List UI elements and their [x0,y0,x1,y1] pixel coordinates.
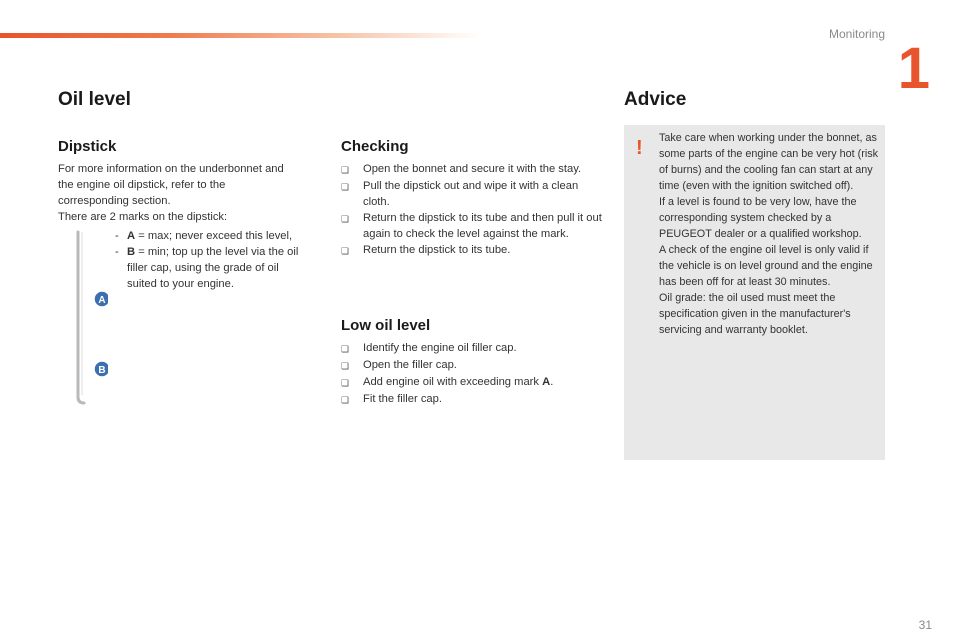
checkbox-icon: ❏ [341,214,350,224]
step-text-wrap [363,374,553,391]
list-item [341,242,603,259]
mark-b-text-wrap [127,244,310,292]
step-text: Add engine oil with exceeding mark [363,376,543,388]
list-item [341,178,603,210]
mark-b-item [115,244,310,292]
mark-a-text: = max; never exceed this level, [135,230,293,242]
mark-a-letter: A [127,230,136,242]
checking-steps [341,161,603,259]
mark-a-item [115,228,310,244]
list-dash: - [115,246,119,258]
chapter-number: 1 [897,36,930,101]
mark-b-letter: B [127,246,136,258]
dipstick-mark-a-badge [94,291,108,307]
list-item [341,391,603,408]
dipstick-intro-text: For more information on the underbonnet and the engine oil dipstick, refer to the corresponding section. [58,163,284,207]
checkbox-icon: ❏ [341,165,350,175]
list-item [341,374,603,391]
list-item [341,340,603,357]
advice-box [624,125,885,460]
list-item [341,357,603,374]
low-oil-heading: Low oil level [341,317,431,334]
page-number: 31 [918,618,932,632]
step-text-end: . [550,376,554,388]
step-text: Fit the filler cap. [363,393,442,405]
header-accent-bar [0,33,480,38]
mark-a-text-wrap [127,228,292,244]
section-label: Monitoring [828,27,885,41]
step-text: Open the bonnet and secure it with the stay. [363,163,582,175]
dipstick-mark-b-badge [94,361,108,377]
step-text: Pull the dipstick out and wipe it with a clean cloth. [363,180,579,208]
dipstick-marks-list [115,228,310,292]
checkbox-icon: ❏ [341,344,350,354]
dipstick-intro [58,161,298,225]
step-text: Open the filler cap. [363,359,457,371]
mark-b-label: B [98,365,106,376]
advice-text: Take care when working under the bonnet, as some parts of the engine can be very hot (risk of burns) and the cooling fan can start at any time (even with the ignition switched off). If a level is found to be very low, have the corresponding system checked by a PEUGEOT dealer or a qualified workshop. A check of the engine oil level is only valid if the vehicle is on level ground and the engine has been off for at least 30 minutes. Oil grade: the oil used must meet the specification given in the manufacturer's servicing and warranty booklet. [659,132,879,336]
checkbox-icon: ❏ [341,361,350,371]
dipstick-illustration [68,227,108,407]
list-item [341,161,603,178]
dipstick-marks-intro: There are 2 marks on the dipstick: [58,211,228,223]
step-text: Return the dipstick to its tube. [363,244,511,256]
checkbox-icon: ❏ [341,395,350,405]
list-item [341,210,603,242]
list-dash: - [115,230,119,242]
low-oil-steps [341,340,603,408]
exclamation-icon: ! [636,137,643,159]
step-mark-letter: A [542,376,551,388]
checkbox-icon: ❏ [341,182,350,192]
checking-heading: Checking [341,138,409,155]
advice-title: Advice [624,89,687,110]
checkbox-icon: ❏ [341,378,350,388]
mark-b-text: = min; top up the level via the oil filler cap, using the grade of oil suited to your engine. [127,246,299,290]
mark-a-label: A [98,295,106,306]
checkbox-icon: ❏ [341,246,350,256]
dipstick-heading: Dipstick [58,138,117,155]
step-text: Return the dipstick to its tube and then pull it out again to check the level against the mark. [363,212,602,240]
step-text: Identify the engine oil filler cap. [363,342,517,354]
page-title: Oil level [58,89,131,110]
